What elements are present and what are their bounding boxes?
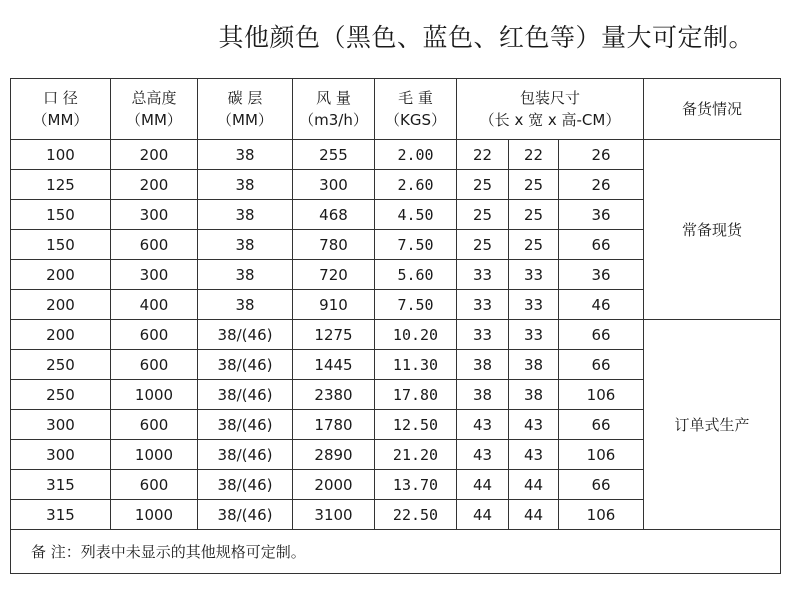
table-cell: 2000: [293, 470, 375, 500]
table-cell: 46: [559, 290, 644, 320]
table-cell: 11.30: [375, 350, 457, 380]
header-stock: 备货情况: [644, 79, 781, 140]
table-cell: 21.20: [375, 440, 457, 470]
header-carbon: 碳 层 （MM）: [198, 79, 293, 140]
table-cell: 150: [11, 200, 111, 230]
table-cell: 38/(46): [198, 470, 293, 500]
table-cell: 2890: [293, 440, 375, 470]
table-cell: 315: [11, 500, 111, 530]
table-cell: 33: [509, 260, 559, 290]
header-row: [11, 79, 781, 140]
header-airflow: 风 量 （m3/h）: [293, 79, 375, 140]
table-cell: 38: [457, 350, 509, 380]
table-cell: 100: [11, 140, 111, 170]
table-cell: 106: [559, 440, 644, 470]
table-cell: 25: [457, 170, 509, 200]
table-cell: 38/(46): [198, 350, 293, 380]
table-cell: 43: [509, 410, 559, 440]
table-cell: 250: [11, 380, 111, 410]
table-cell: 200: [111, 170, 198, 200]
note-row: [11, 530, 781, 574]
header-height: 总高度 （MM）: [111, 79, 198, 140]
table-cell: 38: [457, 380, 509, 410]
table-cell: 26: [559, 140, 644, 170]
header-package: 包装尺寸 （长 x 宽 x 高-CM）: [457, 79, 644, 140]
table-cell: 25: [457, 230, 509, 260]
table-cell: 300: [11, 410, 111, 440]
table-cell: 17.80: [375, 380, 457, 410]
table-cell: 25: [509, 200, 559, 230]
table-cell: 300: [293, 170, 375, 200]
table-cell: 38/(46): [198, 380, 293, 410]
table-cell: 2.00: [375, 140, 457, 170]
table-cell: 25: [457, 200, 509, 230]
table-cell: 22: [457, 140, 509, 170]
table-cell: 600: [111, 320, 198, 350]
table-cell: 468: [293, 200, 375, 230]
table-cell: 106: [559, 380, 644, 410]
table-cell: 200: [11, 320, 111, 350]
table-cell: 66: [559, 230, 644, 260]
header-weight: 毛 重 （KGS）: [375, 79, 457, 140]
table-cell: 1780: [293, 410, 375, 440]
table-cell: 43: [457, 410, 509, 440]
table-cell: 1000: [111, 380, 198, 410]
table-cell: 125: [11, 170, 111, 200]
table-cell: 33: [457, 320, 509, 350]
table-cell: 300: [111, 260, 198, 290]
table-cell: 1275: [293, 320, 375, 350]
table-cell: 300: [111, 200, 198, 230]
stock-status-cell: 订单式生产: [644, 320, 781, 530]
table-cell: 150: [11, 230, 111, 260]
table-cell: 7.50: [375, 290, 457, 320]
table-cell: 33: [509, 290, 559, 320]
table-cell: 33: [457, 260, 509, 290]
table-cell: 3100: [293, 500, 375, 530]
table-cell: 38/(46): [198, 320, 293, 350]
table-cell: 315: [11, 470, 111, 500]
table-cell: 5.60: [375, 260, 457, 290]
table-cell: 26: [559, 170, 644, 200]
note-text: 备 注：列表中未显示的其他规格可定制。: [11, 530, 781, 574]
table-cell: 66: [559, 350, 644, 380]
stock-status-cell: 常备现货: [644, 140, 781, 320]
table-cell: 36: [559, 200, 644, 230]
table-cell: 38: [198, 170, 293, 200]
table-cell: 25: [509, 230, 559, 260]
table-cell: 44: [509, 470, 559, 500]
table-cell: 38: [198, 230, 293, 260]
table-cell: 200: [111, 140, 198, 170]
table-cell: 1000: [111, 440, 198, 470]
table-cell: 38/(46): [198, 500, 293, 530]
table-cell: 255: [293, 140, 375, 170]
table-cell: 44: [509, 500, 559, 530]
table-cell: 2380: [293, 380, 375, 410]
table-cell: 600: [111, 350, 198, 380]
table-cell: 600: [111, 470, 198, 500]
table-cell: 7.50: [375, 230, 457, 260]
table-cell: 66: [559, 320, 644, 350]
table-cell: 38: [509, 350, 559, 380]
table-cell: 300: [11, 440, 111, 470]
table-cell: 38/(46): [198, 410, 293, 440]
table-cell: 10.20: [375, 320, 457, 350]
table-cell: 38: [509, 380, 559, 410]
header-diameter: 口 径 （MM）: [11, 79, 111, 140]
table-cell: 36: [559, 260, 644, 290]
table-cell: 22.50: [375, 500, 457, 530]
table-cell: 38: [198, 200, 293, 230]
table-cell: 38: [198, 290, 293, 320]
table-cell: 66: [559, 470, 644, 500]
spec-table: [10, 78, 781, 574]
table-cell: 1000: [111, 500, 198, 530]
table-cell: 22: [509, 140, 559, 170]
table-cell: 200: [11, 290, 111, 320]
table-cell: 910: [293, 290, 375, 320]
table-cell: 33: [457, 290, 509, 320]
table-cell: 13.70: [375, 470, 457, 500]
table-cell: 43: [509, 440, 559, 470]
table-cell: 1445: [293, 350, 375, 380]
table-cell: 4.50: [375, 200, 457, 230]
table-cell: 600: [111, 230, 198, 260]
table-cell: 38: [198, 260, 293, 290]
table-cell: 400: [111, 290, 198, 320]
table-row: [11, 140, 781, 170]
table-row: [11, 320, 781, 350]
table-cell: 720: [293, 260, 375, 290]
table-cell: 250: [11, 350, 111, 380]
table-cell: 33: [509, 320, 559, 350]
table-cell: 25: [509, 170, 559, 200]
table-cell: 44: [457, 500, 509, 530]
table-cell: 2.60: [375, 170, 457, 200]
page-title: 其他颜色（黑色、蓝色、红色等）量大可定制。: [218, 23, 754, 52]
table-cell: 12.50: [375, 410, 457, 440]
table-cell: 38: [198, 140, 293, 170]
table-cell: 106: [559, 500, 644, 530]
table-cell: 44: [457, 470, 509, 500]
table-cell: 780: [293, 230, 375, 260]
table-cell: 43: [457, 440, 509, 470]
table-cell: 38/(46): [198, 440, 293, 470]
table-cell: 200: [11, 260, 111, 290]
table-cell: 600: [111, 410, 198, 440]
table-cell: 66: [559, 410, 644, 440]
